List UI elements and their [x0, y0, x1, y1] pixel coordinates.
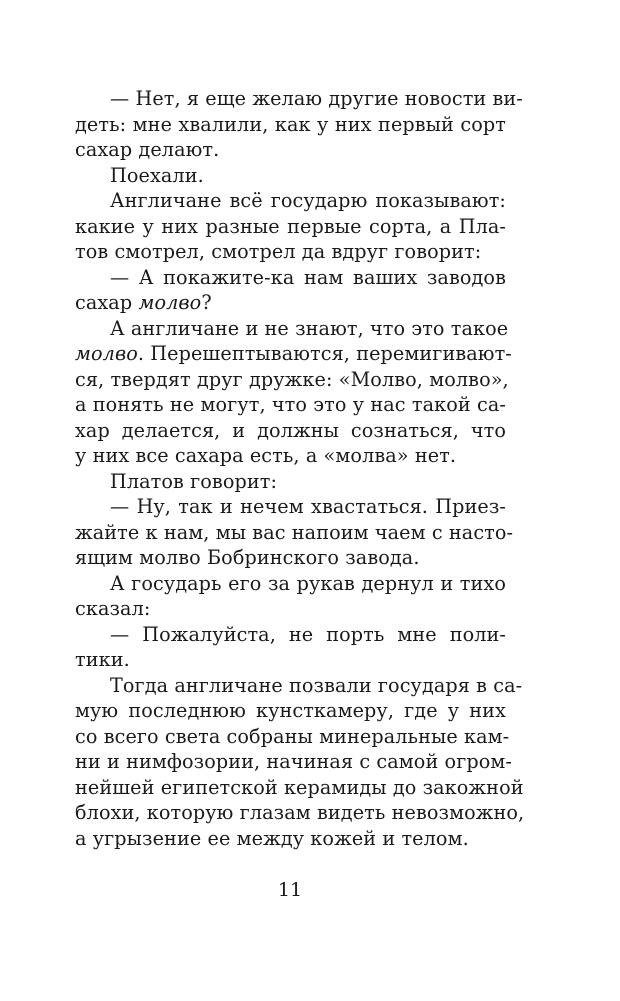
text-line: — Пожалуйста, не порть мне поли- — [110, 622, 506, 646]
text-line: жайте к нам, мы вас напоим чаем с насто- — [75, 520, 514, 544]
text-line — [75, 341, 512, 367]
text-line: блохи, которую глазам видеть невозможно, — [75, 801, 525, 824]
text-line: тики. — [75, 648, 130, 671]
text-line: Платов говорит: — [110, 469, 278, 493]
text-line: тов смотрел, смотрел да вдруг говорит: — [75, 240, 482, 263]
text-fragment: ? — [201, 291, 212, 314]
text-line: ящим молво Бобринского завода. — [75, 546, 420, 569]
text-line: А государь его за рукав дернул и тихо — [110, 571, 506, 595]
text-line — [75, 290, 506, 316]
italic-word: молво — [138, 291, 202, 314]
text-line: мую последнюю кунсткамеру, где у них — [75, 699, 506, 722]
text-line: ни и нимфозории, начиная с самой огром- — [75, 750, 512, 773]
text-line: а понять не могут, что это у нас такой са- — [75, 393, 506, 416]
text-fragment: сахар — [75, 291, 139, 314]
body-text — [75, 86, 525, 851]
text-line: — Нет, я еще желаю другие новости ви- — [110, 87, 523, 110]
page-number: 11 — [277, 879, 303, 901]
text-line: ся, твердят друг дружке: «Молво, молво», — [75, 367, 509, 391]
text-line: Англичане всё государю показывают: — [110, 189, 506, 212]
text-line: — Ну, так и нечем хвастаться. Приез- — [110, 495, 506, 518]
text-line: деть: мне хвалили, как у них первый сорт — [75, 112, 506, 136]
text-line: а угрызение ее между кожей и телом. — [75, 826, 469, 850]
text-line: сказал: — [75, 597, 151, 620]
text-line: нейшей египетской керамиды до закожной — [75, 775, 524, 799]
text-fragment: . Перешептываются, перемигивают- — [137, 342, 512, 365]
text-line: сахар делают. — [75, 138, 220, 161]
italic-word: молво — [75, 342, 138, 365]
text-line: Тогда англичане позвали государя в са- — [110, 673, 523, 697]
text-line: какие у них разные первые сорта, а Пла- — [75, 214, 506, 238]
text-line: Поехали. — [110, 163, 204, 187]
text-line: хар делается, и должны сознаться, что — [75, 418, 506, 442]
text-line: у них все сахара есть, а «молва» нет. — [75, 444, 457, 467]
text-line: со всего света собраны минеральные кам- — [75, 724, 510, 748]
text-line: А англичане и не знают, что это такое — [110, 316, 509, 340]
text-line: — А покажите-ка нам ваших заводов — [110, 265, 506, 289]
